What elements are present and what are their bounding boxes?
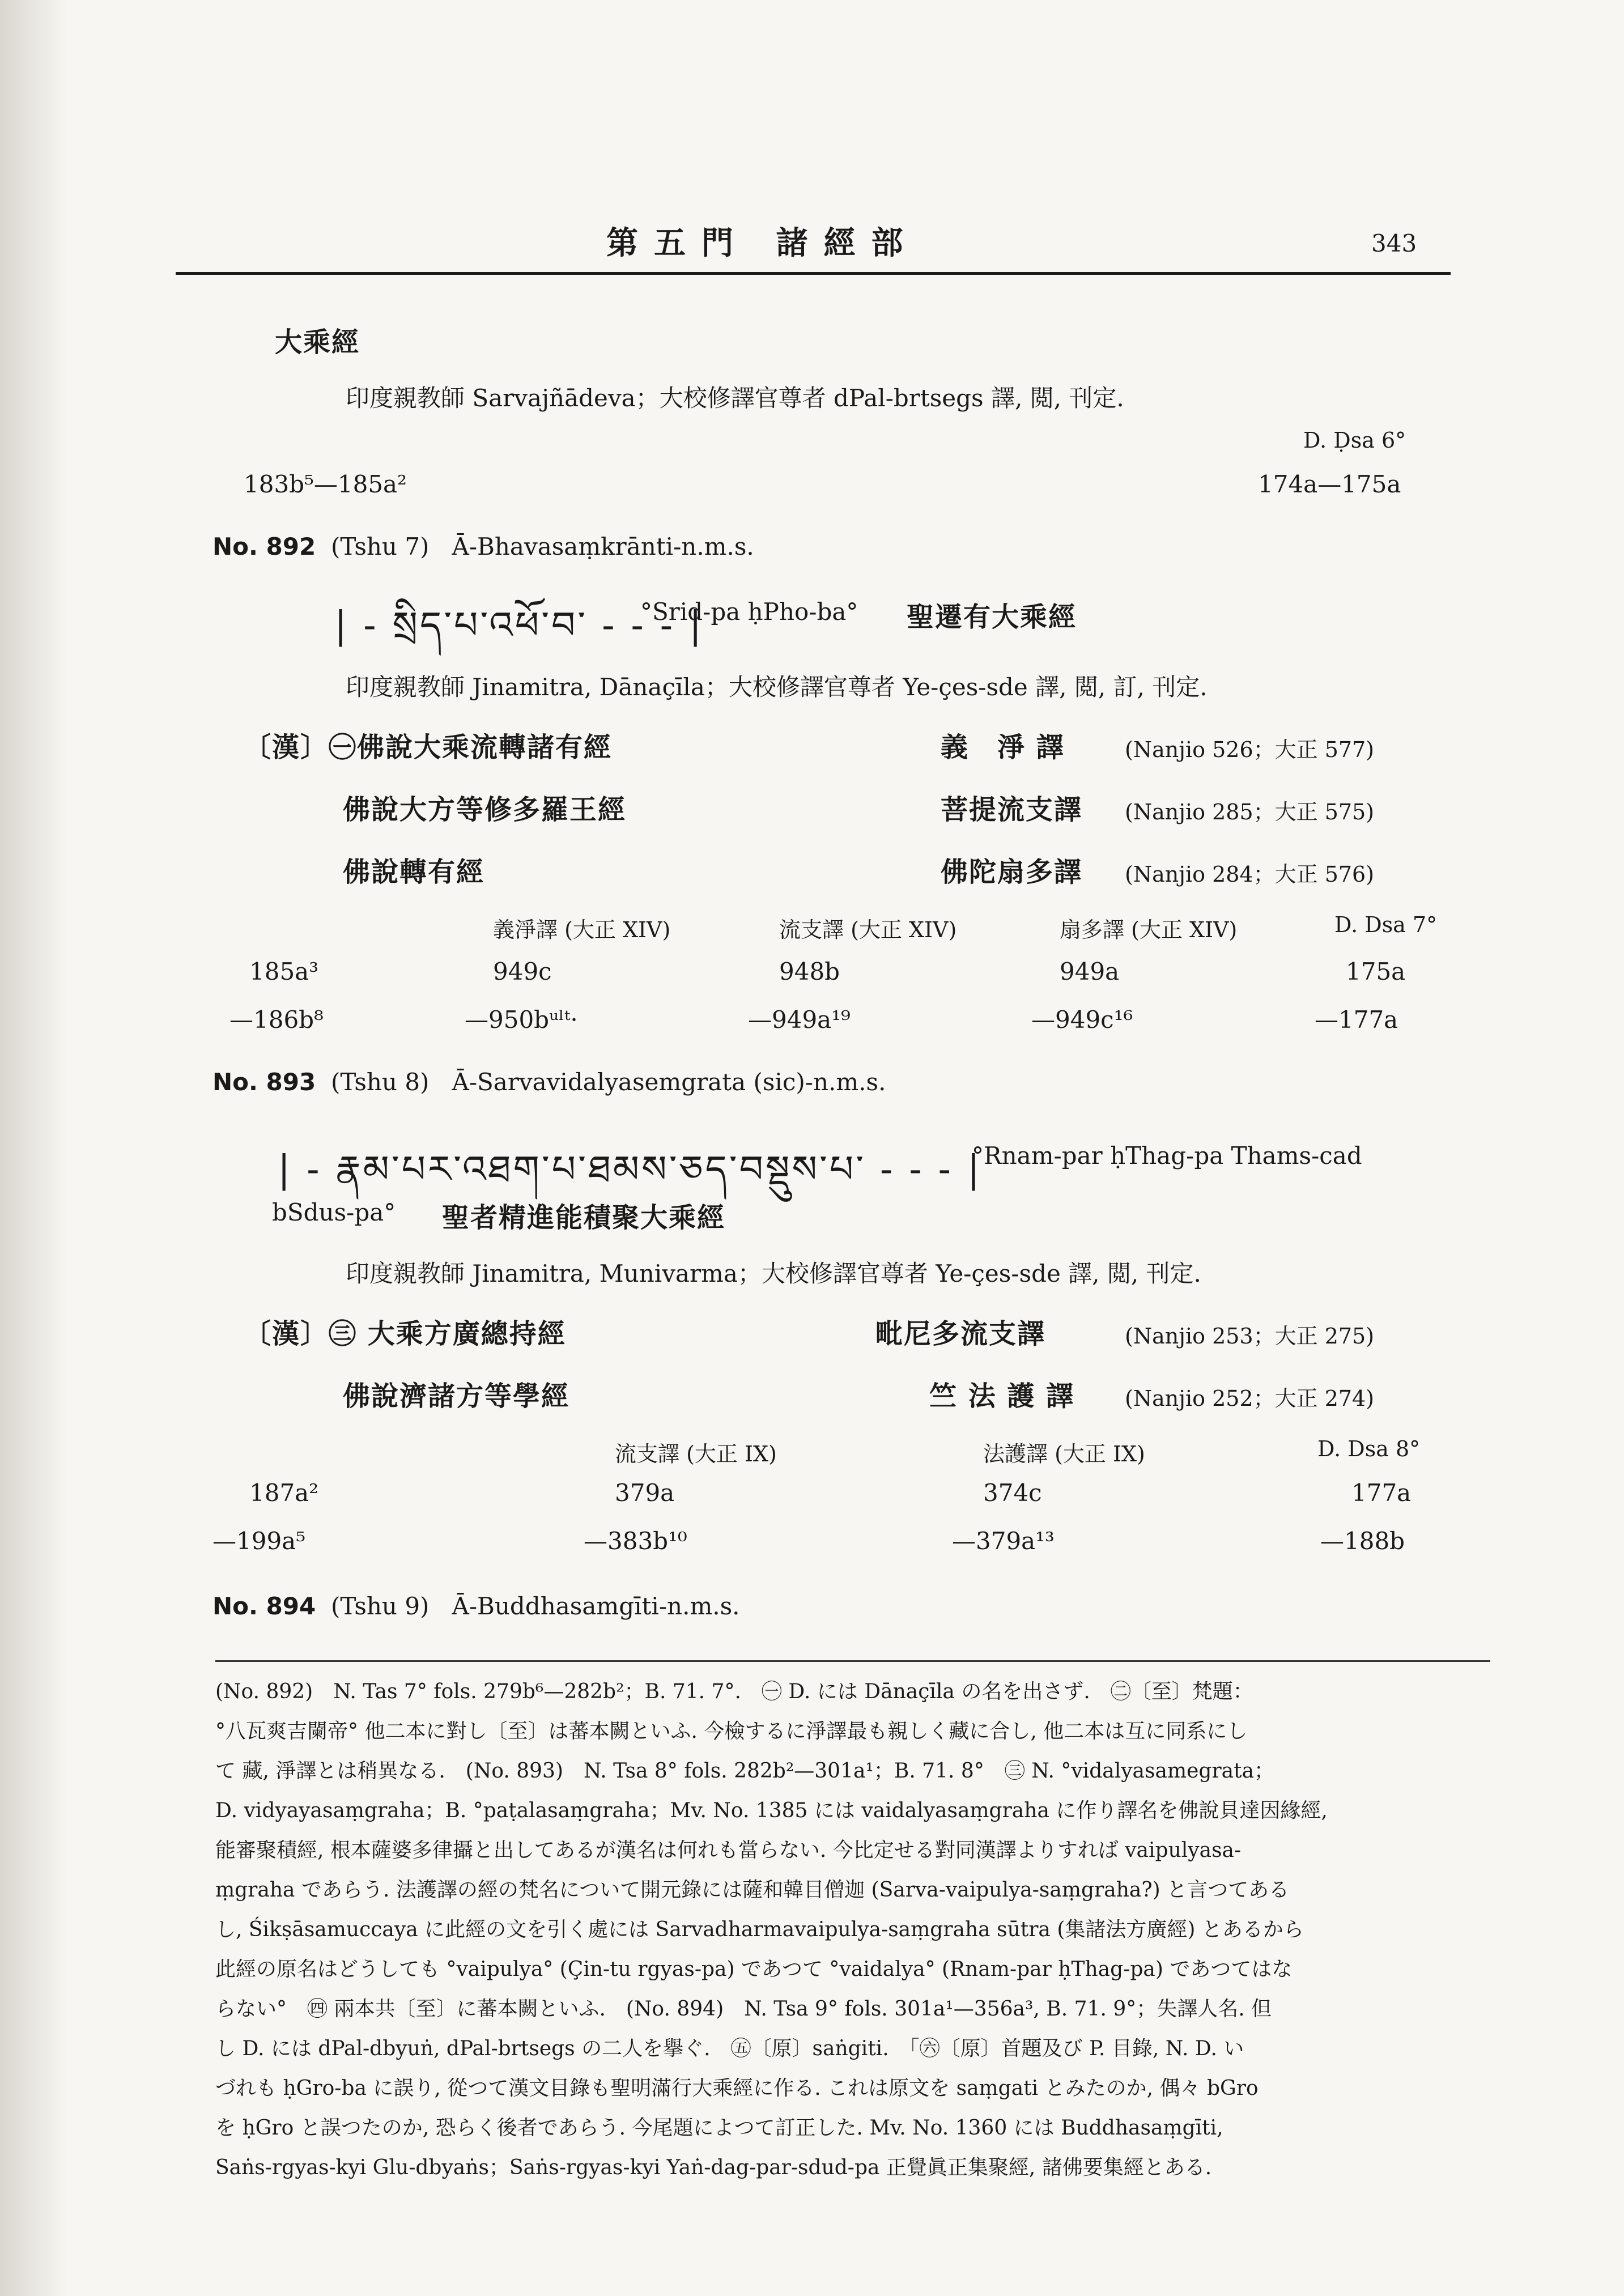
prev-entry-d-ref: D. Ḍsa 6° xyxy=(1303,428,1406,453)
chinese-version-translator: 佛陀扇多譯 xyxy=(941,856,1083,888)
chinese-version-title: 佛說轉有經 xyxy=(343,856,485,888)
chinese-version-title: 佛說大方等修多羅王經 xyxy=(343,794,627,826)
footnote-line: (No. 892) N. Tas 7° fols. 279b⁶—282b²；B. 71. 7°. ㊀ D. には Dānaçīla の名を出さず. ㊁〔至〕梵題： xyxy=(215,1680,1253,1703)
chinese-version-ref: (Nanjio 284；大正 576) xyxy=(1125,862,1375,887)
page-title: 第五門 諸經部 xyxy=(606,224,919,262)
prev-entry-title: 大乘經 xyxy=(275,326,360,358)
table-cell: —177a xyxy=(1315,1006,1398,1034)
table-cell: 187a² xyxy=(249,1479,319,1507)
footnote-line: らない° ㊃ 兩本共〔至〕に蕃本闕といふ. (No. 894) N. Tsa 9° fols. 301a¹—356a³, B. 71. 9°；失譯人名. 但 xyxy=(215,1997,1272,2021)
table-cell: 177a xyxy=(1351,1479,1412,1507)
page-number: 343 xyxy=(1371,229,1417,257)
table-cell: —188b xyxy=(1320,1527,1405,1555)
table-cell: 949c xyxy=(493,958,552,985)
footnotes xyxy=(215,1660,1490,2229)
header-rule xyxy=(176,272,1451,275)
table-header: D. Dsa 8° xyxy=(1317,1436,1421,1461)
table-cell: —383b¹⁰ xyxy=(584,1527,687,1555)
entry-892-tibetan-script: | - སྲིད་པ་འཕོ་བ་ - - - | xyxy=(334,603,704,647)
table-cell: —950bᵘˡᵗ· xyxy=(465,1006,578,1034)
chinese-version-title: 佛說濟諸方等學經 xyxy=(343,1380,570,1412)
entry-894-heading xyxy=(212,1592,740,1620)
entry-sanskrit: Ā-Bhavasaṃkrānti-n.m.s. xyxy=(452,533,754,560)
entry-no: No. 893 xyxy=(212,1068,316,1096)
footnote-line: し, Śikṣāsamuccaya に此經の文を引く處には Sarvadharmavaipulya-saṃgraha sūtra (集諸法方廣經) とあるから xyxy=(215,1918,1304,1941)
chinese-version-translator: 義 淨 譯 xyxy=(941,732,1065,763)
entry-893-tibetan-script: | - རྣམ་པར་འཐག་པ་ཐམས་ཅད་བསྡུས་པ་ - - - | xyxy=(278,1147,983,1191)
table-header: 義淨譯 (大正 XIV) xyxy=(493,917,671,942)
entry-893-heading xyxy=(212,1068,886,1096)
entry-sanskrit: Ā-Sarvavidalyasemgrata (sic)-n.m.s. xyxy=(452,1068,886,1096)
footnote-line: づれも ḥGro-ba に誤り, 從つて漢文目錄も聖明滿行大乘經に作る. これは原文を saṃgati とみたのか, 偶々 bGro xyxy=(215,2077,1259,2100)
entry-sanskrit: Ā-Buddhasamgīti-n.m.s. xyxy=(452,1592,740,1620)
entry-no: No. 892 xyxy=(212,533,316,560)
footnote-line: を ḥGro と誤つたのか, 恐らく後者であらう. 今尾題によつて訂正した. Mv. No. 1360 には Buddhasaṃgīti, xyxy=(215,2116,1223,2140)
prev-entry-translators: 印度親教師 Sarvajñādeva；大校修譯官尊者 dPal-brtsegs 譯, 閲, 刊定. xyxy=(346,384,1124,412)
chinese-version-translator: 毗尼多流支譯 xyxy=(875,1318,1046,1350)
table-cell: —199a⁵ xyxy=(212,1527,306,1555)
chinese-version-translator: 竺 法 護 譯 xyxy=(929,1380,1075,1412)
footnote-line: 此經の原名はどうしても °vaipulya° (Çin-tu rgyas-pa) であつて °vaidalya° (Rnam-par ḥThag-pa) であつてはな xyxy=(215,1958,1293,1981)
table-cell: —949c¹⁶ xyxy=(1031,1006,1133,1034)
entry-code: (Tshu 9) xyxy=(330,1592,430,1620)
entry-892-tibetan-roman: °Srid-pa ḥPho-ba° xyxy=(640,598,858,626)
entry-893-translators: 印度親教師 Jinamitra, Munivarma；大校修譯官尊者 Ye-çes-sde 譯, 閲, 刊定. xyxy=(346,1260,1201,1287)
entry-893-tibetan-roman: °Rnam-par ḥThag-pa Thams-cad xyxy=(972,1142,1362,1170)
entry-code: (Tshu 7) xyxy=(330,533,430,560)
footnote-line: °八瓦爽吉闌帝° 他二本に對し〔至〕は蕃本闕といふ. 今檢するに淨譯最も親しく藏に合し, 他二本は互に同系にし xyxy=(215,1720,1248,1743)
table-cell: 175a xyxy=(1346,958,1406,985)
table-cell: 374c xyxy=(983,1479,1042,1507)
table-cell: 379a xyxy=(615,1479,675,1507)
footnote-line: 能審聚積經, 根本薩婆多律攝と出してあるが漢名は何れも當らない. 今比定せる對同漢譯よりすれば vaipulyasa- xyxy=(215,1839,1242,1862)
chinese-version-ref: (Nanjio 526；大正 577) xyxy=(1125,737,1375,762)
table-cell: 948b xyxy=(779,958,840,985)
chinese-version-ref: (Nanjio 253；大正 275) xyxy=(1125,1324,1375,1349)
table-header: D. Dsa 7° xyxy=(1334,912,1438,937)
entry-893-ja-title: 聖者精進能積聚大乘經 xyxy=(442,1202,726,1234)
entry-892-translators: 印度親教師 Jinamitra, Dānaçīla；大校修譯官尊者 Ye-çes-sde 譯, 閲, 訂, 刊定. xyxy=(346,673,1208,701)
footnote-line: し D. には dPal-dbyuṅ, dPal-brtsegs の二人を擧ぐ. ㊄〔原〕saṅgiti. 「㊅〔原〕首題及び P. 目錄, N. D. い xyxy=(215,2037,1244,2060)
table-cell: —379a¹³ xyxy=(952,1527,1055,1555)
chinese-version-ref: (Nanjio 252；大正 274) xyxy=(1125,1386,1375,1411)
entry-892-heading xyxy=(212,533,754,560)
table-cell: 949a xyxy=(1060,958,1120,985)
page-edge-stain xyxy=(0,0,68,2296)
footnote-line: D. vidyayasaṃgraha；B. °paṭalasaṃgraha；Mv. No. 1385 には vaidalyasaṃgraha に作り譯名を佛說貝達因緣經, xyxy=(215,1799,1328,1822)
chinese-version-title: 〔漢〕㊂ 大乘方廣總持經 xyxy=(244,1318,566,1350)
table-cell: —949a¹⁹ xyxy=(748,1006,851,1034)
entry-893-tibetan-roman-cont: bSdus-pa° xyxy=(272,1198,396,1226)
table-header: 扇多譯 (大正 XIV) xyxy=(1060,917,1238,942)
table-header: 法護譯 (大正 IX) xyxy=(983,1442,1145,1466)
footnote-line: ṃgraha であらう. 法護譯の經の梵名について開元錄には薩和韓目僧迦 (Sarva-vaipulya-saṃgraha?) と言つてある xyxy=(215,1878,1290,1902)
entry-code: (Tshu 8) xyxy=(330,1068,430,1096)
table-header: 流支譯 (大正 IX) xyxy=(615,1442,777,1466)
chinese-version-ref: (Nanjio 285；大正 575) xyxy=(1125,800,1375,824)
footnote-line: Saṅs-rgyas-kyi Glu-dbyaṅs；Saṅs-rgyas-kyi Yaṅ-dag-par-sdud-pa 正覺眞正集聚經, 諸佛要集經とある. xyxy=(215,2156,1212,2179)
footnote-line: て 藏, 淨譯とは稍異なる. (No. 893) N. Tsa 8° fols. 282b²—301a¹；B. 71. 8° ㊂ N. °vidalyasamegrata； xyxy=(215,1759,1275,1783)
entry-892-ja-title: 聖遷有大乘經 xyxy=(907,601,1077,633)
prev-entry-left-range: 183b⁵—185a² xyxy=(244,470,407,498)
chinese-version-translator: 菩提流支譯 xyxy=(941,794,1083,826)
table-cell: —186b⁸ xyxy=(229,1006,324,1034)
chinese-version-title: 〔漢〕㊀佛說大乘流轉諸有經 xyxy=(244,732,613,763)
table-header: 流支譯 (大正 XIV) xyxy=(779,917,957,942)
table-cell: 185a³ xyxy=(249,958,319,985)
entry-no: No. 894 xyxy=(212,1592,316,1620)
prev-entry-right-range: 174a—175a xyxy=(1258,470,1401,498)
